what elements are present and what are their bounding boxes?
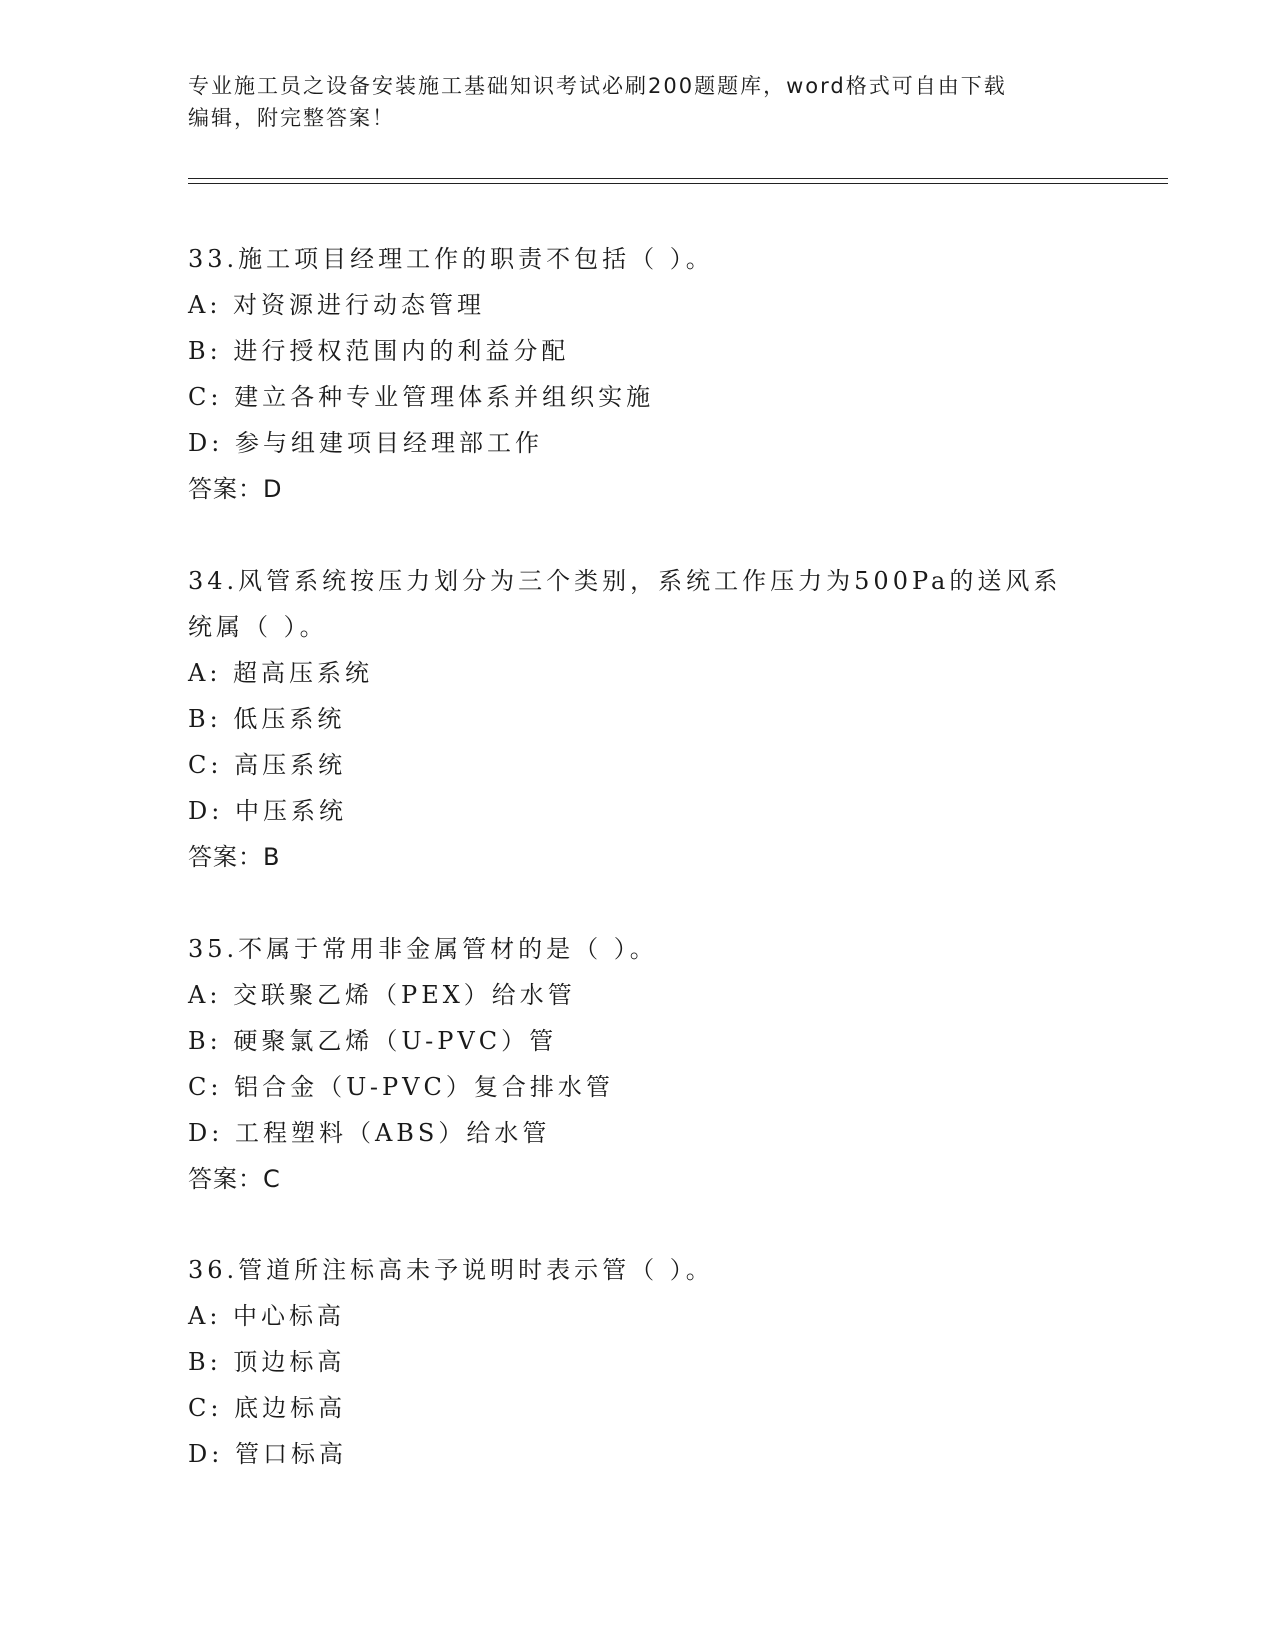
question-stem: 33.施工项目经理工作的职责不包括（ ）。 <box>188 245 714 273</box>
option-b: B: 顶边标高 <box>188 1348 346 1376</box>
question-35 <box>188 926 1088 1202</box>
answer: 答案：D <box>188 475 283 503</box>
question-36 <box>188 1247 1088 1477</box>
option-c: C: 高压系统 <box>188 751 347 779</box>
question-stem: 36.管道所注标高未予说明时表示管（ ）。 <box>188 1256 714 1284</box>
header-line-1: 专业施工员之设备安装施工基础知识考试必刷200题题库，word格式可自由下载 <box>188 74 1007 98</box>
option-a: A: 交联聚乙烯（PEX）给水管 <box>188 981 576 1009</box>
header-divider-top <box>188 178 1168 179</box>
option-b: B: 硬聚氯乙烯（U-PVC）管 <box>188 1027 558 1055</box>
document-header <box>188 70 1068 134</box>
option-c: C: 底边标高 <box>188 1394 347 1422</box>
question-stem: 35.不属于常用非金属管材的是（ ）。 <box>188 935 658 963</box>
option-d: D: 管口标高 <box>188 1440 347 1468</box>
question-34 <box>188 558 1088 880</box>
header-divider-bottom <box>188 183 1168 184</box>
option-c: C: 铝合金（U-PVC）复合排水管 <box>188 1073 614 1101</box>
option-a: A: 中心标高 <box>188 1302 346 1330</box>
answer: 答案：C <box>188 1165 281 1193</box>
option-a: A: 超高压系统 <box>188 659 374 687</box>
option-d: D: 参与组建项目经理部工作 <box>188 429 543 457</box>
header-line-2: 编辑，附完整答案！ <box>188 106 395 130</box>
option-b: B: 进行授权范围内的利益分配 <box>188 337 570 365</box>
option-c: C: 建立各种专业管理体系并组织实施 <box>188 383 655 411</box>
option-d: D: 工程塑料（ABS）给水管 <box>188 1119 551 1147</box>
option-d: D: 中压系统 <box>188 797 347 825</box>
question-33 <box>188 236 1088 512</box>
option-a: A: 对资源进行动态管理 <box>188 291 486 319</box>
option-b: B: 低压系统 <box>188 705 346 733</box>
answer: 答案：B <box>188 843 281 871</box>
question-stem-continued: 统属（ ）。 <box>188 613 328 641</box>
question-stem: 34.风管系统按压力划分为三个类别，系统工作压力为500Pa的送风系 <box>188 567 1062 595</box>
